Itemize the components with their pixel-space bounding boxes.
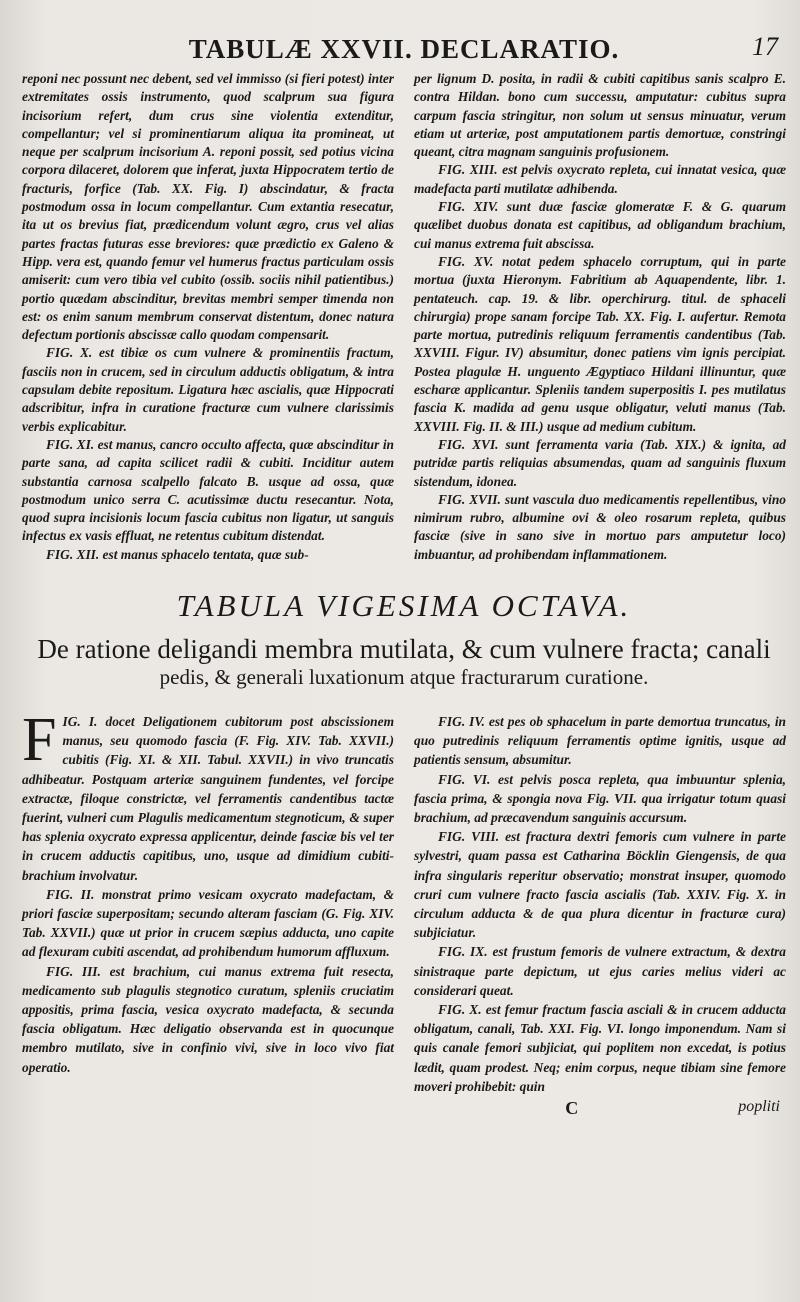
paragraph: FIG. XI. est manus, cancro occulto affecta, quæ abscinditur in parte sana, ad capita scilicet radii & cubiti. Inciditur autem substantia carnosa scalpello falcato B. usque ad ossa, quæ postmodum unico serra C. acutissimæ ductu resecantur. Nota, quod supra incisionis locum fascia cubitus non ligatur, ut sanguis infectus ex vasis effluat, ne retentus cubitum distendat. [22,436,394,544]
upper-right-column [414,70,786,564]
page-title: TABULÆ XXVII. DECLARATIO. [188,34,620,64]
upper-left-column [22,70,394,564]
section-subtitle-line2: pedis, & generali luxationum atque fracturarum curatione. [159,665,649,690]
paragraph: FIG. VIII. est fractura dextri femoris cum vulnere in parte sylvestri, quam passa est Catharina Böcklin Giengensis, de qua infra singularis reperitur observatio; monstrat insuper, quomodo cruri cum vulnere fracto fascia ascialis (Tab. XXIV. Fig. X. in circulum adducta & de qua plura dicentur in fracturæ cura) subjiciatur. [414,829,786,941]
paragraph: FIG. X. est tibiæ os cum vulnere & prominentiis fractum, fasciis non in crucem, sed in circulum adductis obligatum, & intra capsulam debite repositum. Ligatura hæc ascialis, quæ Hippocrati adscribitur, infra in curatione fracturæ cum vulnere clarissimis verbis explicabitur. [22,345,394,434]
paragraph: FIG. XIII. est pelvis oxycrato repleta, cui innatat vesica, quæ madefacta parti mutilatæ adhibenda. [414,162,786,196]
catchword: popliti [738,1098,780,1116]
section-subtitle-line1: De ratione deligandi membra mutilata, & cum vulnere fracta; canali [37,634,771,665]
paragraph: FIG. XVI. sunt ferramenta varia (Tab. XIX.) & ignita, ad putridæ partis reliquias absumendas, quam ad sanguinis fluxum sistendum, idonea. [414,436,786,489]
paragraph-text: IG. I. docet Deligationem cubitorum post abscissionem manus, seu quomodo fascia (F. Fig. XIV. Tab. XXVII.) cubitis (Fig. XI. & XII. Tabul. XXVII.) in vivo truncatis adhibeatur. Postquam arteriæ sanguinem fundentes, vel forcipe extractæ, filoque constrictæ, vel ferramentis candentibus tactæ fuerint, vulneri cum Plagulis medicamentum stegnoticum, & super has splenia oxycrato expressa applicentur, deinde fasciæ bis vel ter in crucem adductis capitibus, uno, usque ad dimidium cubiti-brachium involvatur. [22,714,394,883]
paragraph: FIG. VI. est pelvis posca repleta, qua imbuuntur splenia, fascia prima, & spongia nova Fig. VII. qua irrigatur totum quasi brachium, ad præcavendum sanguinis accursum. [414,771,786,826]
page-footer [414,1098,786,1119]
running-head [22,26,786,70]
page-number: 17 [752,32,778,61]
paragraph: per lignum D. posita, in radii & cubiti capitibus sanis scalpro E. contra Hildan. bono cum successu, amputatur: cubitus supra carpum fascia stringitur, non solum ut sensus minuatur, verum etiam ut arteriæ, post amputationem partis demortuæ, constringi queant, citra magnam sanguinis profusionem. [414,71,786,160]
section-heading: TABULA VIGESIMA OCTAVA. [176,588,632,624]
upper-columns [22,70,786,564]
lower-columns [22,706,786,1119]
paragraph: FIG. III. est brachium, cui manus extrema fuit resecta, medicamento sub plagulis stegnotico curatum, spleniis cruciatim appositis, prima fascia, vesica oxycrato madefacta, & secunda fascia obligatum. Hæc deligatio observanda est in quocunque membro mutilato, sive in confinio vivi, sive in loco vivo fiat operatio. [22,963,394,1075]
paragraph: FIG. X. est femur fractum fascia asciali & in crucem adducta obligatum, canali, Tab. XXI. Fig. VI. longo imponendum. Nam si quis canale femori subjiciat, qui poplitem non excedat, is potius lædit, quam prodest. Neq; enim corpus, neque tibiam sine femore moveri prohibebit: quin [414,1002,786,1094]
drop-cap: F [22,706,57,775]
lower-right-column [414,712,786,1119]
lower-left-column [22,706,394,1119]
paragraph: FIG. IX. est frustum femoris de vulnere extractum, & dextra sinistraque parte depictum, ut ejus caries melius videri ac considerari queat. [414,944,786,998]
paragraph: FIG. XVII. sunt vascula duo medicamentis repellentibus, vino nimirum rubro, albumine ovi & oleo rosarum repleta, quibus fasciæ (sive in sano sive in mortuo pars amputetur loco) imbuantur, ad prohibendam inflammationem. [414,491,786,562]
signature-mark: C [565,1098,579,1119]
paragraph: FIG. XIV. sunt duæ fasciæ glomeratæ F. & G. quarum quælibet duobus donata est capitibus, ad obligandum brachium, cui manus extrema fuit abscissa. [414,199,786,251]
paragraph-with-dropcap [22,706,394,885]
paragraph: FIG. IV. est pes ob sphacelum in parte demortua truncatus, in quo putredinis reliquum ferramentis optime ignitis, usque ad patientis sensum, absumitur. [414,714,786,768]
paragraph: FIG. II. monstrat primo vesicam oxycrato madefactam, & priori fasciæ superpositam; secundo alteram fasciam (G. Fig. XIV. Tab. XXVII.) quæ ut prior in crucem sæpius adducta, uno capite ad flexuram cubiti ascendat, ad prohibendum humorum affluxum. [22,886,394,960]
paragraph: FIG. XV. notat pedem sphacelo corruptum, qui in parte mortua (juxta Hieronym. Fabritium ab Aquapendente, libr. 1. pentateuch. cap. 19. & libr. operchirurg. titul. de sphaceli chirurgia) prope sanam forcipe Tab. XX. Fig. I. aufertur. Remota parte mortua, putredinis reliquum ferramentis candentibus (Tab. XXVIII. Figur. IV) absumitur, donec patiens vim ignis percipiat. Postea plagulæ H. unguento Ægyptiaco Hildani illinuntur, quæ escharæ applicantur. Spleniis tandem superpositis I. pes mutilatus fascia K. madida ad genu usque obligatur, veluti manus (Tab. XXVIII. Fig. II. & III.) usque ad medium cubitum. [414,253,786,434]
paragraph: reponi nec possunt nec debent, sed vel immisso (si fieri potest) inter extremitates ossis instrumento, quod scalprum sua figura incisorium refert, dum crus sine violentia extenditur, compellantur; vel si prominentiarum aliqua ita promineat, ut neque per scalprum incisorium A. reponi possit, sed potius vicina corpora dilaceret, dolorem que inferat, juxta Hippocratem tertio de fracturis, forfice (Tab. XX. Fig. I) abscindatur, & fracta postmodum ossa in locum compellantur. Cum extantia resecatur, ita ut os brevius fiat, prædicendum volunt ægro, crus vel alias partes fractas futuras esse breviores: quæ prædictio ex Galeno & Hipp. vera est, quando femur vel humerus fractus particulam ossis amiserit: cum vero tibia vel cubito (ossib. sociis nihil patientibus.) portio quædam abscinditur, brevitas membri semper timenda non est: os enim sanum membrum conservat distentum, donec natura defectum portionis abscissæ callo quodam compensarit. [22,71,394,343]
paragraph: FIG. XII. est manus sphacelo tentata, quæ sub- [46,546,309,562]
